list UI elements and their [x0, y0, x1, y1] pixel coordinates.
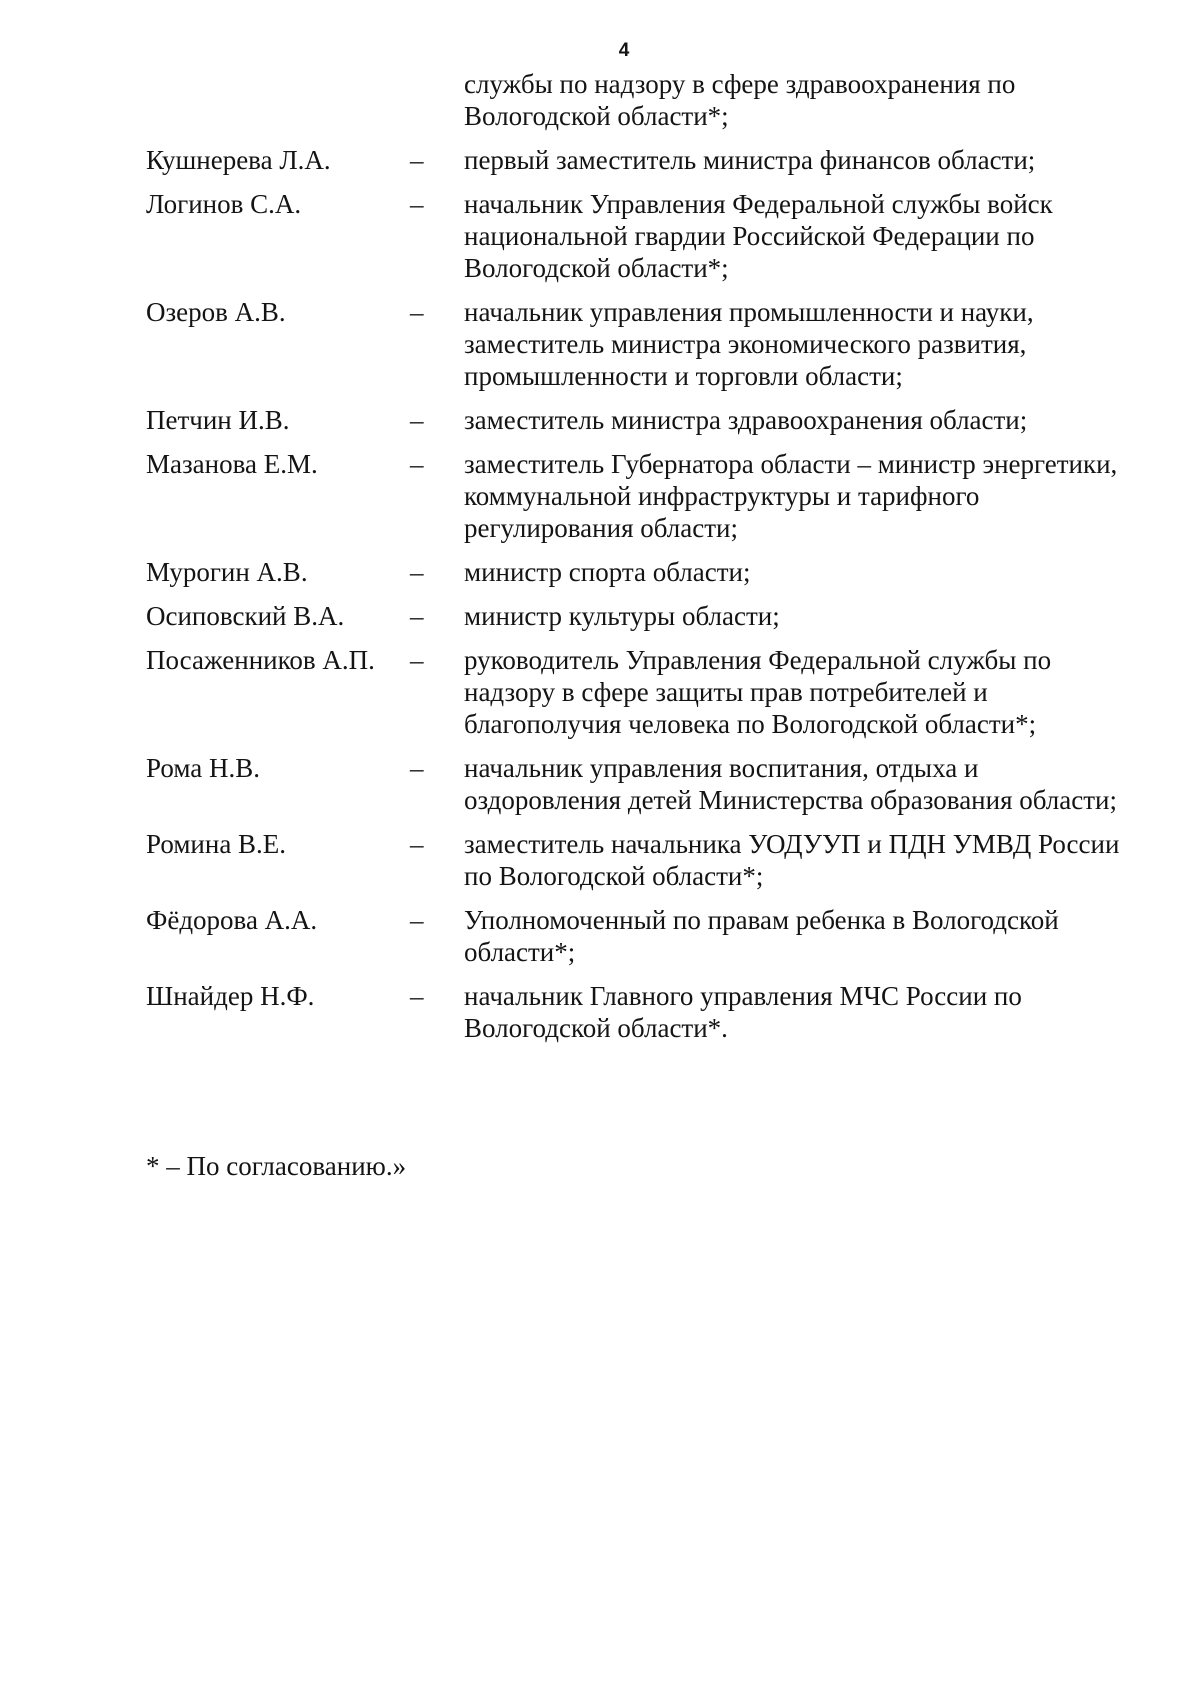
- member-role: начальник управления промышленности и науки, заместитель министра экономического развития, промышленности и торговли области;: [464, 297, 1034, 391]
- member-role: Уполномоченный по правам ребенка в Вологодской области*;: [464, 905, 1059, 967]
- page-number: 4: [618, 40, 630, 61]
- member-role: начальник управления воспитания, отдыха и оздоровления детей Министерства образования области;: [464, 753, 1117, 815]
- member-role: первый заместитель министра финансов области;: [464, 145, 1036, 175]
- member-role: министр культуры области;: [464, 601, 780, 631]
- member-row: [146, 752, 1126, 816]
- member-role: заместитель начальника УОДУУП и ПДН УМВД России по Вологодской области*;: [464, 829, 1120, 891]
- member-row: [146, 144, 1126, 176]
- member-dash: –: [410, 557, 424, 587]
- member-role: заместитель министра здравоохранения области;: [464, 405, 1028, 435]
- member-name: Петчин И.В.: [146, 405, 290, 435]
- member-row: [146, 828, 1126, 892]
- member-row: [146, 448, 1126, 544]
- member-dash: –: [410, 753, 424, 783]
- member-dash: –: [410, 905, 424, 935]
- member-name: Шнайдер Н.Ф.: [146, 981, 315, 1011]
- members-list: [146, 144, 1126, 1056]
- member-dash: –: [410, 829, 424, 859]
- member-name: Логинов С.А.: [146, 189, 302, 219]
- member-name: Ромина В.Е.: [146, 829, 287, 859]
- member-dash: –: [410, 601, 424, 631]
- member-role: заместитель Губернатора области – министр энергетики, коммунальной инфраструктуры и тарифного регулирования области;: [464, 449, 1118, 543]
- member-name: Мазанова Е.М.: [146, 449, 318, 479]
- member-name: Мурогин А.В.: [146, 557, 308, 587]
- member-dash: –: [410, 645, 424, 675]
- member-name: Фёдорова А.А.: [146, 905, 318, 935]
- member-dash: –: [410, 405, 424, 435]
- member-row: [146, 556, 1126, 588]
- member-row: [146, 904, 1126, 968]
- member-name: Кушнерева Л.А.: [146, 145, 331, 175]
- member-row: [146, 980, 1126, 1044]
- member-row: [146, 188, 1126, 284]
- member-dash: –: [410, 981, 424, 1011]
- member-role: министр спорта области;: [464, 557, 751, 587]
- footnote: * – По согласованию.»: [146, 1151, 407, 1181]
- member-dash: –: [410, 297, 424, 327]
- member-row: [146, 404, 1126, 436]
- member-role: руководитель Управления Федеральной службы по надзору в сфере защиты прав потребителей и благополучия человека по Вологодской области*;: [464, 645, 1052, 739]
- member-row: [146, 644, 1126, 740]
- member-name: Посаженников А.П.: [146, 645, 375, 675]
- member-role: начальник Управления Федеральной службы войск национальной гвардии Российской Федерации по Вологодской области*;: [464, 189, 1053, 283]
- member-role: начальник Главного управления МЧС России по Вологодской области*.: [464, 981, 1022, 1043]
- member-row: [146, 600, 1126, 632]
- continuation-text: службы по надзору в сфере здравоохранения по Вологодской области*;: [464, 69, 1016, 131]
- member-name: Рома Н.В.: [146, 753, 260, 783]
- member-dash: –: [410, 189, 424, 219]
- member-name: Осиповский В.А.: [146, 601, 345, 631]
- member-dash: –: [410, 145, 424, 175]
- member-name: Озеров А.В.: [146, 297, 286, 327]
- member-dash: –: [410, 449, 424, 479]
- member-row: [146, 296, 1126, 392]
